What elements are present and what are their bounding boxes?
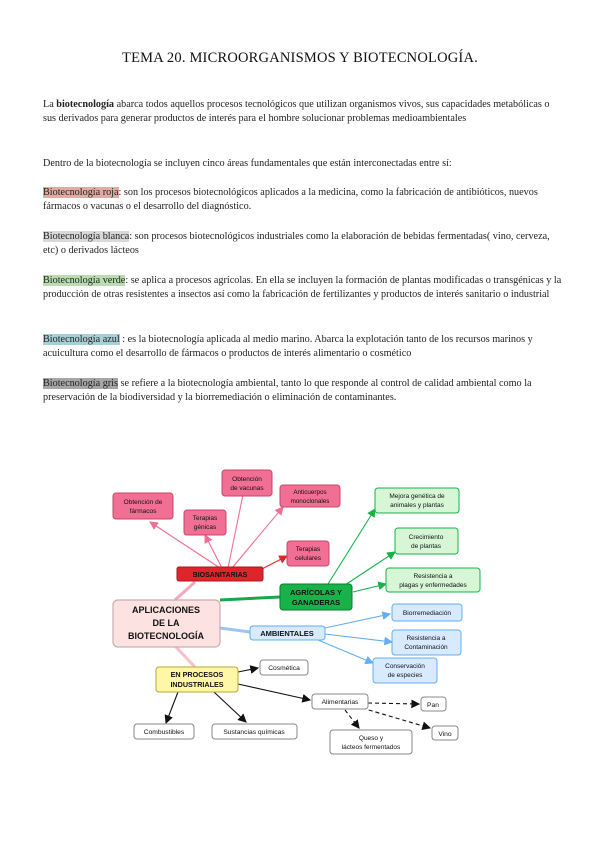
item-queso-line-2: lácteos fermentados [341, 744, 401, 751]
item-cosmetica-label: Cosmética [268, 665, 300, 672]
item-terapias-celulares [287, 541, 329, 566]
item-pan-label: Pan [427, 702, 439, 709]
connector-sanitarias-terapias-genicas [205, 535, 222, 568]
category-agricolas [280, 584, 352, 610]
area-verde-label: Biotecnología verde [43, 275, 126, 286]
item-queso-line-1: Queso y [358, 735, 384, 742]
item-biorremediacion [392, 604, 462, 621]
item-resistencia-line-1: Resistencia a [413, 573, 453, 580]
item-terapias-genicas-line-2: génicas [193, 524, 217, 531]
areas-intro: Dentro de la biotecnología se incluyen cinco áreas fundamentales que están interconectadas entre sí: [43, 158, 452, 169]
connector-alimentarias-pan [368, 703, 419, 704]
item-quimicas-label: Sustancias químicas [223, 729, 285, 736]
item-mejora-line-2: animales y plantas [390, 502, 444, 509]
item-anticuerpos [280, 485, 340, 507]
center-node [113, 600, 220, 647]
center-line-3: BIOTECNOLOGÍA [128, 631, 204, 641]
item-mejora-line-1: Mejora genética de [389, 493, 445, 500]
item-contaminacion [392, 630, 461, 655]
category-sanitarias-label: BIOSANITARIAS [192, 572, 248, 579]
item-biorremediacion-label: Biorremediación [402, 610, 452, 617]
item-crecimiento-line-1: Crecimiento [408, 534, 444, 541]
item-cosmetica [260, 660, 308, 675]
category-ambientales-label: AMBIENTALES [260, 629, 314, 638]
center-line-2: DE LA [152, 618, 180, 628]
connector-alimentarias-queso [345, 710, 359, 728]
category-industriales-line-2: INDUSTRIALES [170, 680, 224, 689]
connector-sanitarias-terapias-celulares [260, 556, 287, 570]
connector-center-sanitarias [175, 582, 195, 600]
area-roja-text: : son los procesos biotecnológicos aplicados a la medicina, como la fabricación de antibióticos, nuevos fármacos o vacunas o el desarrollo del diagnóstico. [43, 187, 538, 212]
intro-bold: biotecnología [56, 99, 115, 110]
item-contaminacion-line-1: Resistencia a [406, 635, 446, 642]
category-agricolas-line-2: GANADERAS [291, 598, 341, 607]
item-crecimiento-line-2: de plantas [411, 543, 441, 550]
item-terapias-celulares-line-1: Terapias [295, 546, 321, 553]
item-anticuerpos-line-1: Anticuerpos [293, 489, 327, 496]
connector-industriales-cosmetica [238, 668, 258, 672]
item-vacunas [222, 470, 272, 496]
intro-rest: abarca todos aquellos procesos tecnológicos que utilizan organismos vivos, sus capacidades metabólicas o sus derivados para generar productos de interés para el hombre solucionar problemas medioambientales [43, 99, 550, 124]
area-blanca-text: : son procesos biotecnológicos industriales como la elaboración de bebidas fermentadas( vino, cerveza, etc) o derivados lácteos [43, 231, 550, 256]
item-combustibles [134, 724, 194, 739]
item-vacunas-line-1: Obtención [232, 476, 262, 483]
center-line-1: APLICACIONES [131, 605, 201, 615]
connector-agricolas-resistencia [353, 584, 386, 592]
area-gris-label: Biotecnología gris [43, 378, 118, 389]
item-anticuerpos-line-2: monoclonales [290, 498, 330, 505]
connector-industriales-quimicas [214, 692, 246, 722]
item-vino [432, 726, 458, 740]
item-alimentarias-label: Alimentarias [321, 699, 359, 706]
area-verde-text: : se aplica a procesos agrícolas. En ella se incluyen la formación de plantas modificadas o transgénicas y la producción de otras resistentes a insectos así como la fabricación de fertilizantes y productos de interés sanitario o industrial [43, 275, 562, 300]
connector-center-ambientales [220, 628, 250, 632]
connector-ambientales-conservacion [318, 640, 373, 663]
item-sustancias-quimicas [212, 724, 297, 739]
item-resistencia-line-2: plagas y enfermedades [399, 582, 467, 589]
item-alimentarias [312, 694, 368, 709]
intro-pre: La [43, 99, 57, 110]
item-vacunas-line-2: de vacunas [230, 485, 264, 492]
item-terapias-genicas [184, 510, 226, 535]
connector-ambientales-biorremediacion [325, 614, 390, 628]
item-pan [421, 697, 446, 711]
item-farmacos [113, 493, 173, 519]
area-azul-label: Biotecnología azul [43, 334, 120, 345]
item-conservacion-line-2: de especies [387, 672, 423, 679]
area-blanca-label: Biotecnología blanca [43, 231, 130, 242]
page-title: TEMA 20. MICROORGANISMOS Y BIOTECNOLOGÍA. [122, 50, 478, 66]
item-terapias-celulares-line-2: celulares [294, 555, 322, 562]
item-conservacion [373, 658, 437, 683]
item-combustibles-label: Combustibles [143, 729, 185, 736]
connector-industriales-alimentarias [238, 684, 310, 700]
connector-sanitarias-anticuerpos [232, 507, 283, 568]
area-azul-text: : es la biotecnología aplicada al medio marino. Abarca la explotación tanto de los recursos marinos y acuicultura como el desarrollo de fármacos o productos de interés alimentario o cosmético [43, 334, 533, 359]
item-crecimiento [395, 528, 458, 554]
item-contaminacion-line-2: Contaminación [404, 644, 448, 651]
area-roja-label: Biotecnología roja [43, 187, 119, 198]
connector-center-agricolas [220, 597, 280, 600]
connector-ambientales-contaminacion [325, 634, 392, 642]
connector-industriales-combustibles [166, 692, 178, 723]
item-mejora-genetica [375, 488, 459, 513]
category-industriales-line-1: EN PROCESOS [170, 670, 224, 679]
category-ambientales [250, 626, 325, 640]
category-agricolas-line-1: AGRÍCOLAS Y [290, 588, 342, 597]
connector-agricolas-mejora [328, 509, 375, 584]
connector-alimentarias-vino [362, 708, 430, 728]
category-industriales [156, 667, 238, 692]
item-resistencia-plagas [386, 568, 480, 592]
area-gris-text: se refiere a la biotecnología ambiental, tanto lo que responde al control de calidad ambiental como la preservación de la biodiversidad y la biorremediación o eliminación de contaminantes. [43, 378, 532, 403]
item-terapias-genicas-line-1: Terapias [192, 515, 218, 522]
item-farmacos-line-1: Obtención de [123, 499, 163, 506]
item-conservacion-line-1: Conservación [385, 663, 425, 670]
connector-center-industriales [175, 646, 195, 667]
item-queso [330, 730, 412, 754]
item-farmacos-line-2: fármacos [129, 508, 157, 515]
item-vino-label: Vino [438, 731, 452, 738]
category-sanitarias [177, 567, 263, 581]
